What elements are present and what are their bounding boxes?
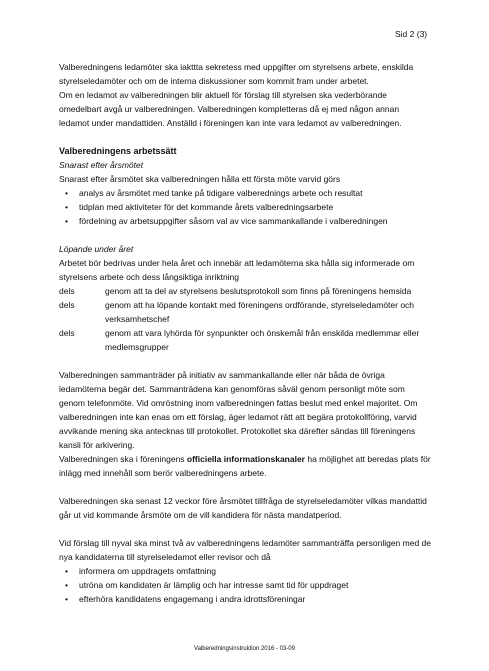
intro-paragraph-1: Valberedningens ledamöter ska iakttta sekretess med uppgifter om styrelsens arbete, enskilda styrelseledamöter och om de interna diskussioner som kommit fram under arbetet. bbox=[59, 62, 414, 86]
new-candidates-list bbox=[59, 564, 431, 606]
list-item: • analys av årsmötet med tanke på tidigare valberednings arbete och resultat bbox=[59, 186, 431, 200]
list-item: • informera om uppdragets omfattning bbox=[59, 564, 431, 578]
list-item: • fördelning av arbetsuppgifter såsom val av vice sammankallande i valberedningen bbox=[59, 214, 431, 228]
dels-label: dels bbox=[59, 286, 75, 296]
subheading-snarast: Snarast efter årsmötet bbox=[59, 160, 144, 170]
dels-text: genom att ta del av styrelsens beslutsprotokoll som finns på föreningens hemsida bbox=[105, 286, 412, 296]
dels-label: dels bbox=[59, 328, 75, 338]
intro-paragraph-2: Om en ledamot av valberedningen blir aktuell för förslag till styrelsen ska vederbörande omedelbart avgå ur valberedningen. Valberedningen kompletteras då ej med någon annan ledamot under mandattiden. Anställd i föreningen kan inte vara ledamot av valberedningen. bbox=[59, 90, 402, 128]
page-footer: Valberedningsinstruktion 2016 - 03-09 bbox=[194, 646, 295, 652]
info-channels-paragraph bbox=[59, 452, 431, 480]
new-candidates-intro: Vid förslag till nyval ska minst två av valberedningens ledamöter sammanträffa personligen med de nya kandidaterna till styrelseledamot eller revisor och då bbox=[59, 538, 431, 562]
twelve-weeks-paragraph: Valberedningen ska senast 12 veckor före årsmötet tillfråga de styrelseledamöter vilkas mandattid går ut vid kommande årsmöte om de vill kandidera för nästa mandatperiod. bbox=[59, 496, 427, 520]
dels-text: genom att ha löpande kontakt med föreningens ordförande, styrelseledamöter och verksamhetschef bbox=[105, 300, 415, 324]
info-channels-post: ha möjlighet att beredas plats för inlägg med innehåll som berör valberedningens arbete. bbox=[59, 454, 431, 478]
first-meeting-list bbox=[59, 186, 431, 228]
lopande-intro: Arbetet bör bedrivas under hela året och innebär att ledamöterna ska hålla sig informerade om styrelsens arbete och dess långsiktiga inriktning bbox=[59, 258, 415, 282]
subheading-lopande: Löpande under året bbox=[59, 244, 134, 254]
section-heading-arbetssatt: Valberedningens arbetssätt bbox=[59, 146, 177, 156]
dels-row bbox=[59, 298, 431, 326]
document-body bbox=[59, 60, 431, 606]
list-item: • utröna om kandidaten är lämplig och har intresse samt tid för uppdraget bbox=[59, 578, 431, 592]
meetings-paragraph: Valberedningen sammanträder på initiativ av sammankallande eller när båda de övriga ledamöterna begär det. Sammanträdena kan genomföras såväl genom personligt möte som genom telefonmöte. Vid omröstning inom valberedningen fattas beslut med enkel majoritet. Om valberedningen inte kan enas om ett förslag, äger ledamot rätt att begära protokollföring, varvid avvikande mening ska antecknas till protokollet. Protokollet ska därefter sändas till föreningens kansli för arkivering. bbox=[59, 370, 418, 450]
list-item: • tidplan med aktiviteter för det kommande årets valberedningsarbete bbox=[59, 200, 431, 214]
dels-row bbox=[59, 326, 431, 354]
info-channels-bold: officiella informationskanaler bbox=[186, 454, 305, 464]
info-channels-pre: Valberedningen ska i föreningens bbox=[59, 454, 187, 464]
dels-row bbox=[59, 284, 431, 298]
dels-label: dels bbox=[59, 300, 75, 310]
snarast-intro: Snarast efter årsmötet ska valberedningen hålla ett första möte varvid görs bbox=[59, 174, 341, 184]
dels-list bbox=[59, 284, 431, 354]
page-number: Sid 2 (3) bbox=[395, 29, 428, 39]
dels-text: genom att vara lyhörda för synpunkter och önskemål från enskilda medlemmar eller medlemsgrupper bbox=[105, 328, 420, 352]
list-item: • efterhöra kandidatens engagemang i andra idrottsföreningar bbox=[59, 592, 431, 606]
